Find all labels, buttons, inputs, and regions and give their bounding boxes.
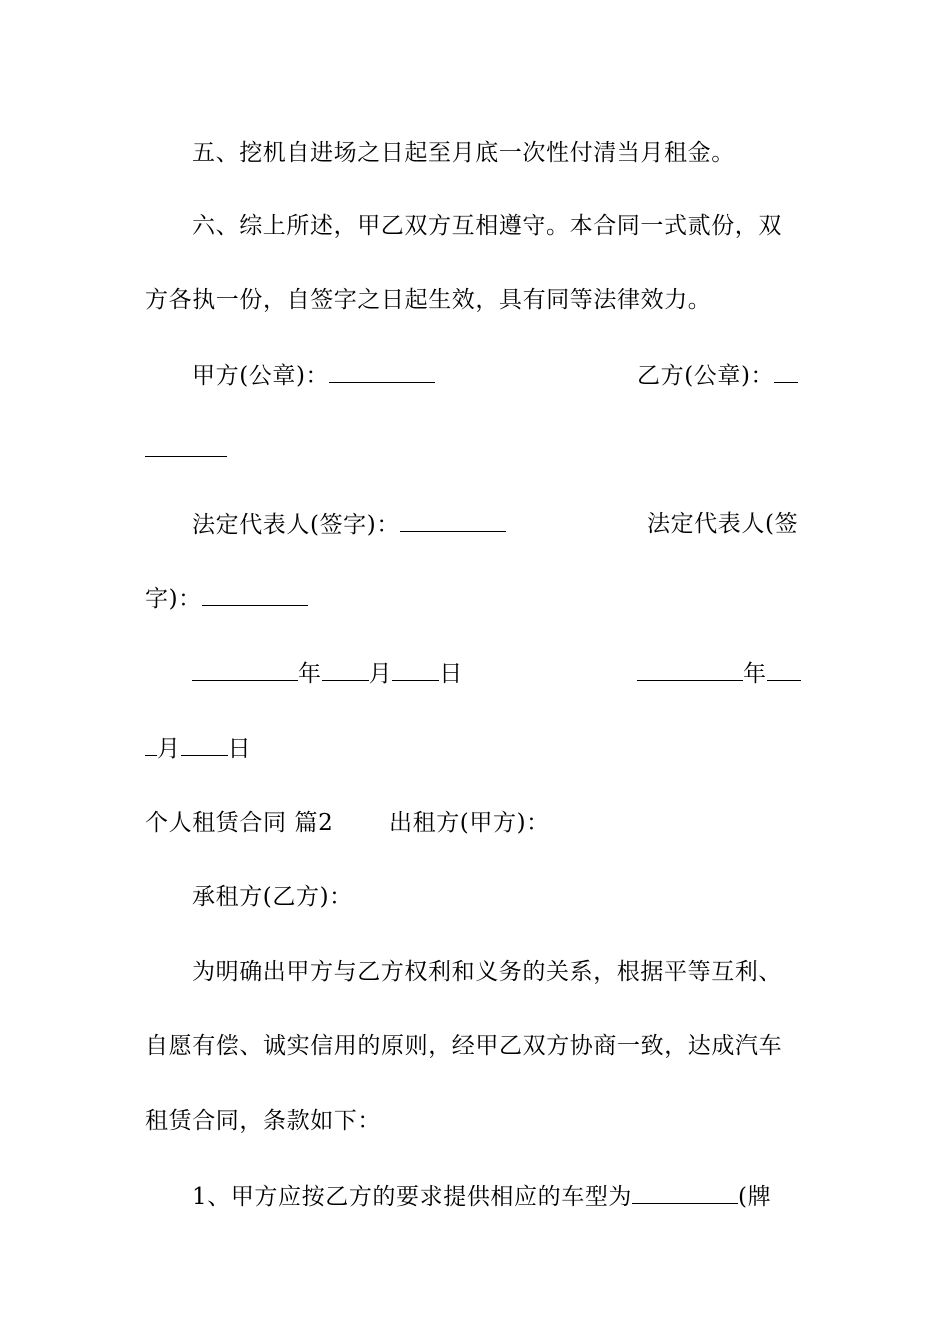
party-a-month-blank [322, 658, 369, 681]
party-b-date-continued [145, 733, 251, 764]
party-a-seal-row [192, 360, 435, 391]
party-a-year-blank [192, 658, 298, 681]
party-b-seal-row [637, 360, 798, 391]
party-a-date-row [192, 658, 463, 689]
clause-1-row [192, 1181, 771, 1212]
party-b-rep-continued [145, 583, 308, 614]
party-a-day-label: 日 [439, 661, 463, 687]
party-b-seal-blank-1 [774, 360, 798, 383]
party-a-rep-label: 法定代表人(签字)： [192, 512, 400, 538]
party-a-rep-blank [400, 509, 506, 532]
party-a-seal-label: 甲方(公章)： [192, 363, 330, 389]
preamble-line-2 [145, 1031, 782, 1061]
clause-5 [192, 138, 735, 168]
party-b-year-label: 年 [743, 661, 767, 687]
party-b-seal-label: 乙方(公章)： [637, 363, 775, 389]
clause-6-line-1 [192, 211, 782, 241]
party-b-seal-continued [145, 434, 227, 465]
lessor-row [389, 808, 550, 838]
lessee-label: 承租方(乙方)： [192, 884, 353, 910]
preamble-line-3 [145, 1106, 381, 1136]
clause-1-text: 1、甲方应按乙方的要求提供相应的车型为 [192, 1184, 633, 1210]
party-b-seal-blank-2 [145, 434, 227, 457]
party-b-rep-label: 法定代表人(签 [647, 511, 799, 537]
preamble-line-1 [192, 957, 782, 987]
contract-2-title: 个人租赁合同 篇2 [145, 810, 334, 836]
preamble-text-1: 为明确出甲方与乙方权利和义务的关系，根据平等互利、 [192, 959, 782, 985]
party-a-day-blank [392, 658, 439, 681]
lessor-label: 出租方(甲方)： [389, 810, 550, 836]
party-b-day-label: 日 [227, 736, 252, 762]
party-a-month-label: 月 [368, 661, 393, 687]
party-b-month-blank-1 [767, 658, 801, 681]
party-a-rep-row [192, 509, 506, 540]
party-b-rep-label-end: 字)： [145, 586, 202, 612]
party-a-year-label: 年 [298, 661, 322, 687]
party-b-date-row [637, 658, 801, 689]
lessee-row [192, 882, 353, 912]
clause-6-text-1: 六、综上所述，甲乙双方互相遵守。本合同一式贰份，双 [192, 213, 782, 239]
party-b-rep-row [647, 509, 798, 539]
clause-6-line-2 [145, 285, 711, 315]
preamble-text-3: 租赁合同，条款如下： [145, 1108, 381, 1134]
party-b-month-blank-2 [145, 733, 157, 756]
clause-5-text: 五、挖机自进场之日起至月底一次性付清当月租金。 [192, 140, 735, 166]
vehicle-model-blank [632, 1181, 738, 1204]
party-b-rep-blank [202, 583, 308, 606]
party-b-month-label: 月 [157, 736, 181, 762]
party-b-day-blank [181, 733, 228, 756]
clause-6-text-2: 方各执一份，自签字之日起生效，具有同等法律效力。 [145, 287, 712, 313]
party-b-year-blank [637, 658, 743, 681]
clause-1-plate-label: (牌 [738, 1184, 772, 1210]
party-a-seal-blank [329, 360, 435, 383]
preamble-text-2: 自愿有偿、诚实信用的原则，经甲乙双方协商一致，达成汽车 [145, 1033, 783, 1059]
contract-2-heading [145, 808, 333, 838]
